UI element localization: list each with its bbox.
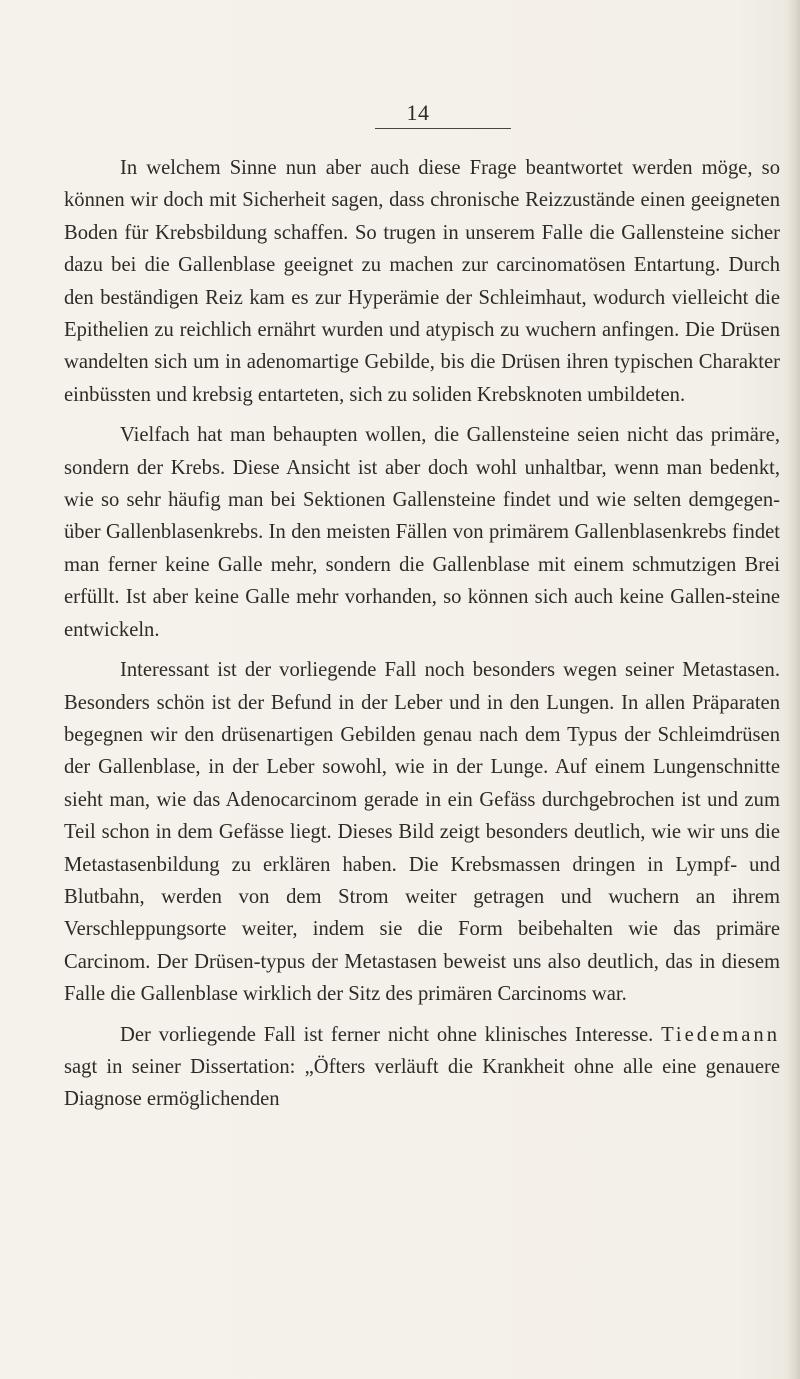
body-text [64, 152, 780, 1116]
page-number: 14 [406, 100, 430, 125]
paragraph-4 [64, 1019, 780, 1116]
paragraph-2: Vielfach hat man behaupten wollen, die Gallensteine seien nicht das primäre, sondern der Krebs. Diese Ansicht ist aber doch wohl unhaltbar, wenn man bedenkt, wie so sehr häufig man bei Sektionen Gallensteine findet und wie selten demgegen-über Gallenblasenkrebs. In den meisten Fällen von primärem Gallenblasenkrebs findet man ferner keine Galle mehr, sondern die Gallenblase mit einem schmutzigen Brei erfüllt. Ist aber keine Galle mehr vorhanden, so können sich auch keine Gallen-steine entwickeln. [64, 424, 780, 641]
paragraph-4-text-after: sagt in seiner Dissertation: „Öfters verläuft die Krankheit ohne alle eine genauere Diagnose ermöglichenden [64, 1055, 780, 1111]
author-name: Tiedemann [661, 1023, 780, 1046]
paragraph-3: Interessant ist der vorliegende Fall noch besonders wegen seiner Metastasen. Besonders schön ist der Befund in der Leber und in den Lungen. In allen Präparaten begegnen wir den drüsenartigen Gebilden genau nach dem Typus der Schleimdrüsen der Gallenblase, in der Leber sowohl, wie in der Lunge. Auf einem Lungenschnitte sieht man, wie das Adenocarcinom gerade in ein Gefäss durchgebrochen ist und zum Teil schon in dem Gefässe liegt. Dieses Bild zeigt besonders deutlich, wie wir uns die Metastasenbildung zu erklären haben. Die Krebsmassen dringen in Lympf- und Blutbahn, werden von dem Strom weiter getragen und wuchern an ihrem Verschleppungsorte weiter, indem sie die Form beibehalten wie das primäre Carcinom. Der Drüsen-typus der Metastasen beweist uns also deutlich, das in diesem Falle die Gallenblase wirklich der Sitz des primären Carcinoms war. [64, 659, 780, 1006]
paragraph-4-text-before: Der vorliegende Fall ist ferner nicht ohne klinisches Interesse. [120, 1023, 662, 1046]
page-edge-shadow [786, 0, 800, 1379]
page-number-rule [375, 128, 511, 129]
paragraph-1: In welchem Sinne nun aber auch diese Frage beantwortet werden möge, so können wir doch mit Sicherheit sagen, dass chronische Reizzustände einen geeigneten Boden für Krebsbildung schaffen. So trugen in unserem Falle die Gallensteine sicher dazu bei die Gallenblase geeignet zu machen zur carcinomatösen Entartung. Durch den beständigen Reiz kam es zur Hyperämie der Schleimhaut, wodurch vielleicht die Epithelien zu reichlich ernährt wurden und atypisch zu wuchern anfingen. Die Drüsen wandelten sich um in adenomartige Gebilde, bis die Drüsen ihren typischen Charakter einbüssten und krebsig entarteten, sich zu soliden Krebsknoten umbildeten. [64, 157, 780, 406]
